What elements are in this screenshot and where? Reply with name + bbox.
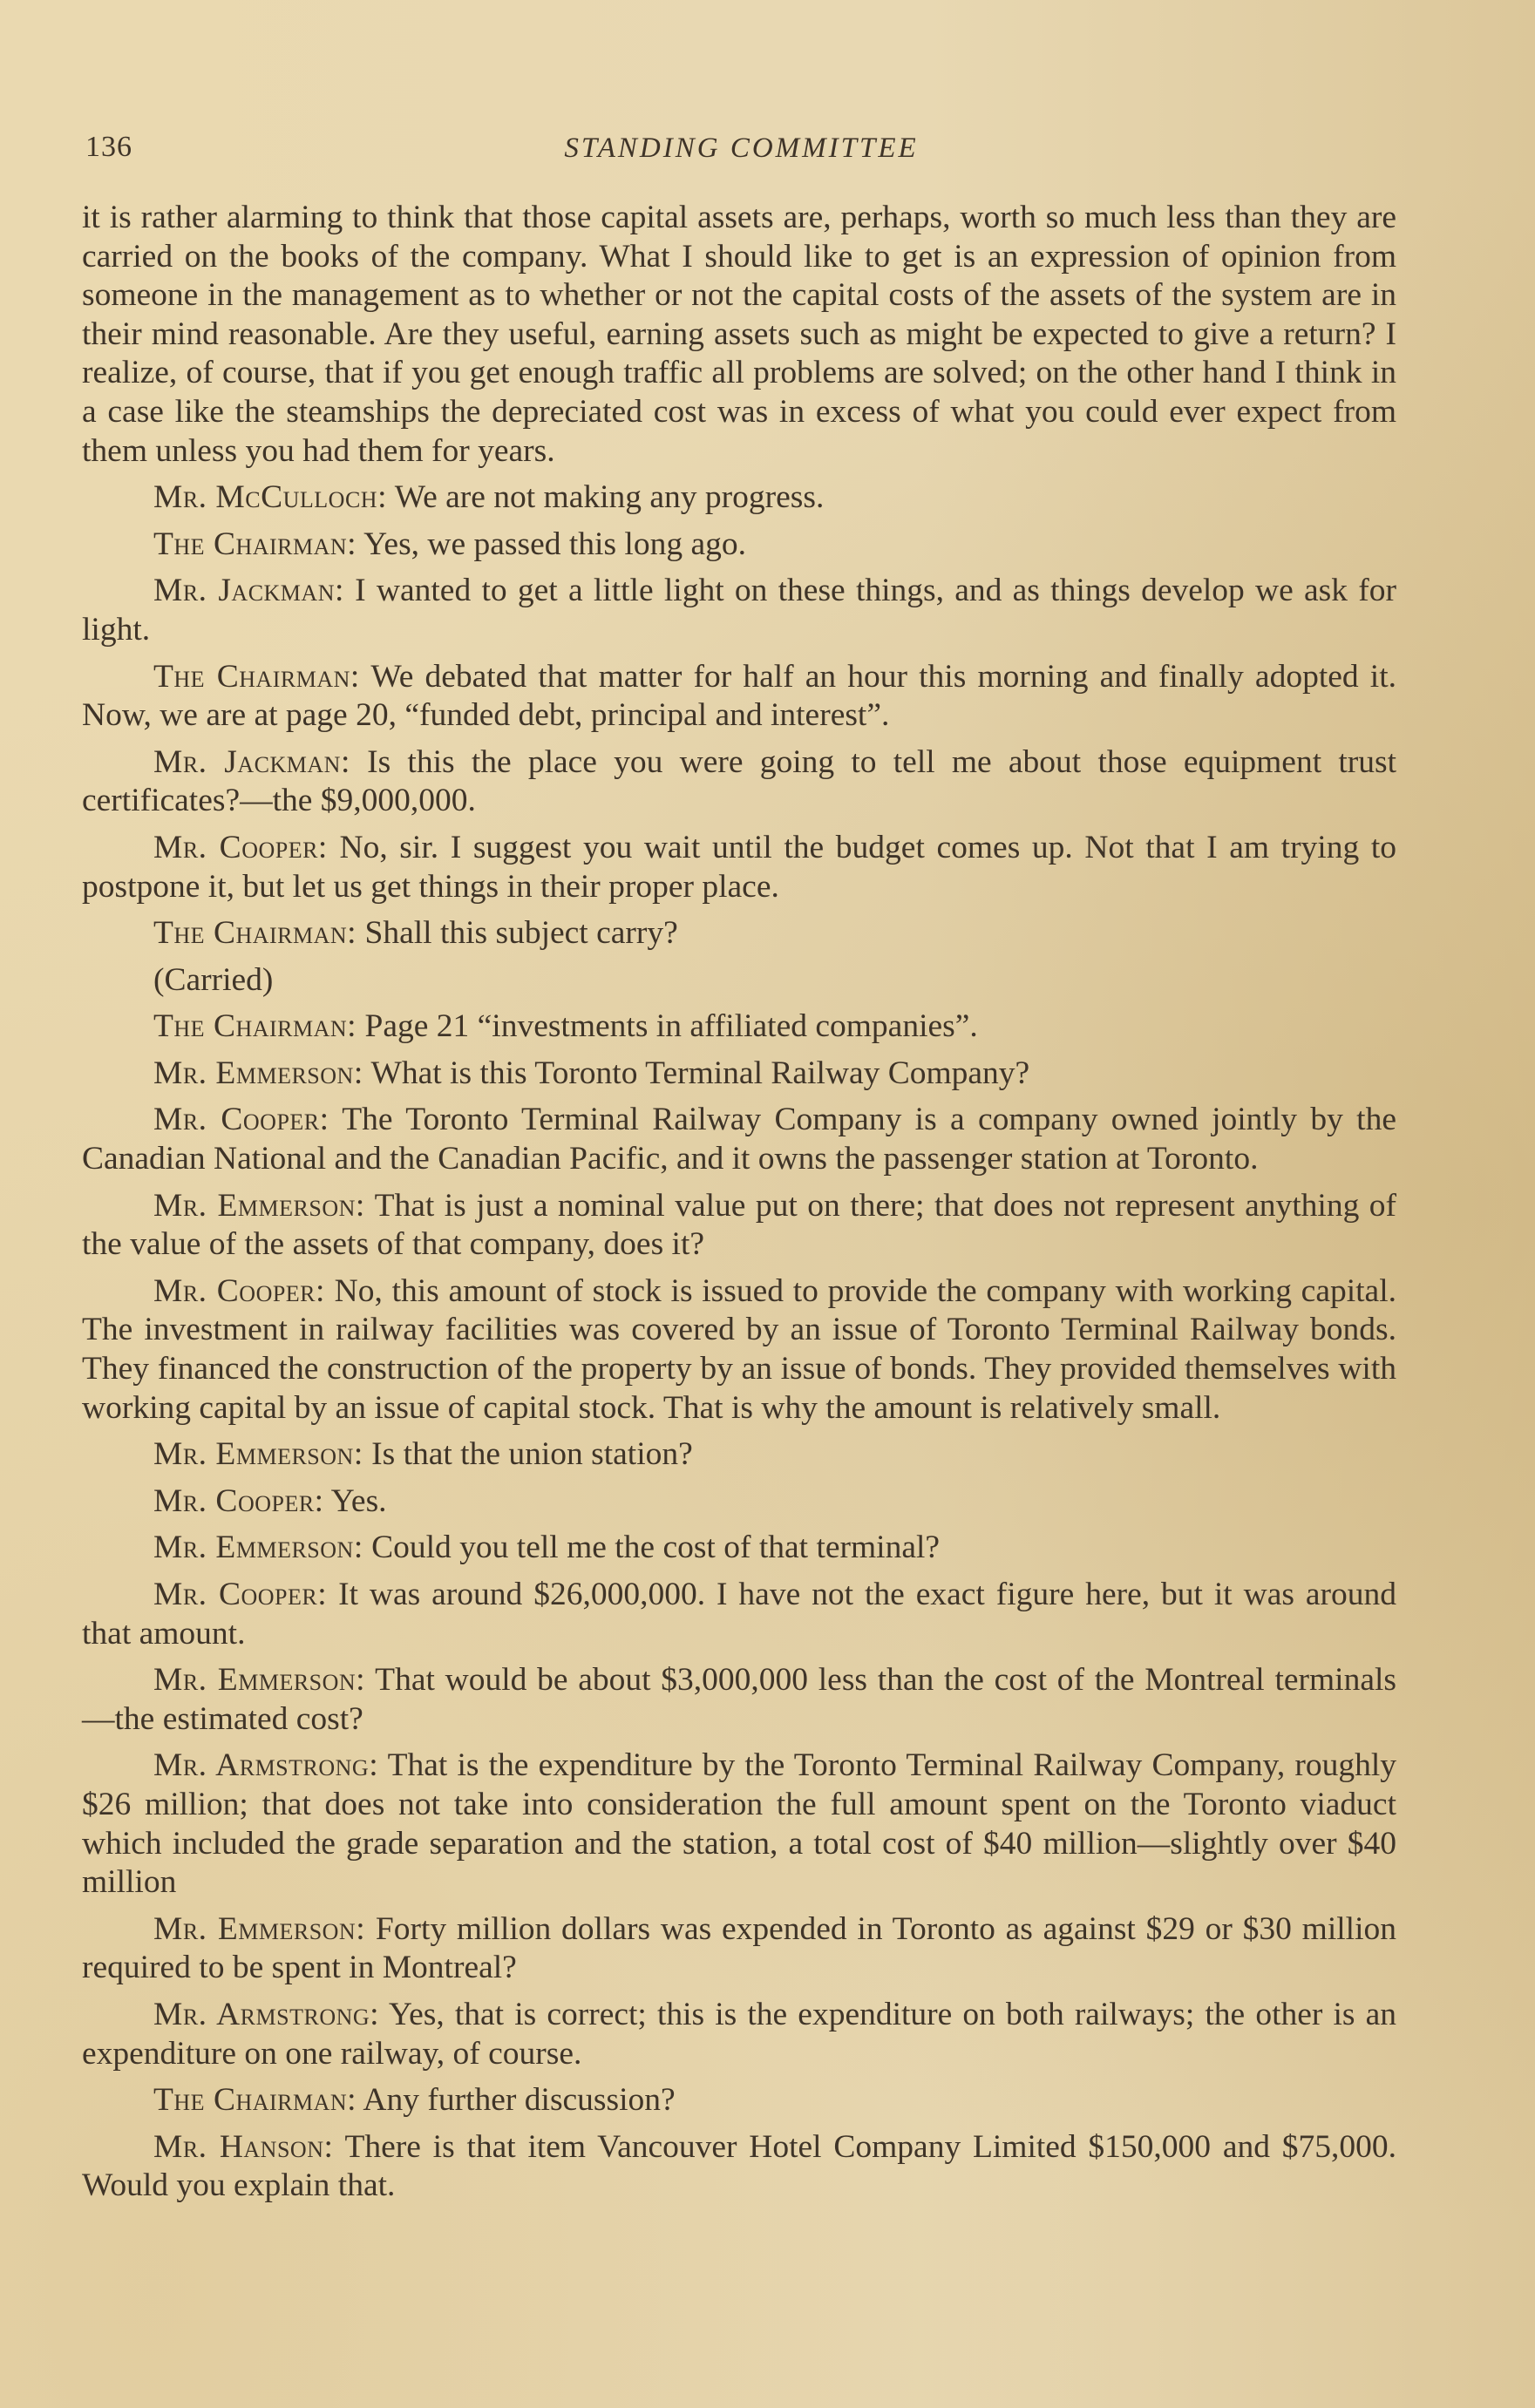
paragraph-text: Shall this subject carry? [364,915,678,952]
speaker-name: Mr. Cooper: [153,829,328,865]
paragraph [82,1101,1396,1178]
body-text [82,199,1396,2214]
paragraph-text: That is just a nominal value put on there; that does not represent anything of the value of the assets of that company, does it? [82,1187,1396,1263]
speaker-name: Mr. Emmerson: [153,1662,366,1699]
paragraph [82,1576,1396,1653]
paragraph [82,2128,1396,2206]
paragraph-text: That is the expenditure by the Toronto Terminal Railway Company, roughly $26 million; that does not take into consideration the full amount spent on the Toronto viaduct which included the grade separation and the station, a total cost of $40 million—slightly over $40 million [82,1747,1397,1901]
paragraph-text: it is rather alarming to think that those capital assets are, perhaps, worth so much less than they are carried on the books of the company. What I should like to get is an expression of opinion from someone in the management as to whether or not the capital costs of the assets of the system are in their mind reasonable. Are they useful, earning assets such as might be expected to give a return? I realize, of course, that if you get enough traffic all problems are solved; on the other hand I think in a case like the steamships the depreciated cost was in excess of what you could ever expect from them unless you had them for years. [82,200,1396,469]
paragraph-text: Page 21 “investments in affiliated companies”. [364,1008,978,1045]
paragraph-text: Yes, that is correct; this is the expenditure on both railways; the other is an expenditure on one railway, of course. [82,1996,1397,2072]
speaker-name: Mr. Emmerson: [153,1530,363,1566]
paragraph [82,572,1396,649]
page-number: 136 [85,131,132,163]
paragraph [82,1007,1396,1047]
paragraph-text: It was around $26,000,000. I have not the exact figure here, but it was around that amount. [82,1577,1397,1652]
paragraph-text: That would be about $3,000,000 less than the cost of the Montreal terminals—the estimated cost? [82,1662,1396,1737]
paragraph-text: No, sir. I suggest you wait until the budget comes up. Not that I am trying to postpone it, but let us get things in their proper place. [82,829,1397,905]
speaker-name: Mr. Emmerson: [153,1055,363,1091]
paragraph-text: Is this the place you were going to tell me about those equipment trust certificates?—the $9,000,000. [82,743,1397,819]
speaker-name: Mr. McCulloch: [153,479,387,516]
paragraph-text: Could you tell me the cost of that terminal? [371,1530,941,1566]
paragraph [82,1996,1396,2073]
speaker-name: The Chairman: [153,2082,357,2119]
paragraph [82,1529,1396,1568]
speaker-name: Mr. Emmerson: [153,1187,365,1224]
page-header [85,131,1397,174]
paragraph-text: No, this amount of stock is issued to provide the company with working capital. The investment in railway facilities was covered by an issue of Toronto Terminal Railway bonds. They financed the construction of the property by an issue of bonds. They provided themselves with working capital by an issue of capital stock. That is why the amount is relatively small. [82,1272,1396,1426]
speaker-name: Mr. Cooper: [153,1272,325,1309]
speaker-name: The Chairman: [153,658,360,695]
paragraph-text: There is that item Vancouver Hotel Company Limited $150,000 and $75,000. Would you explain that. [82,2128,1396,2204]
speaker-name: Mr. Armstrong: [153,1747,379,1784]
paragraph [82,1055,1396,1094]
paragraph [82,1435,1396,1475]
paragraph [82,1187,1396,1265]
paragraph [82,478,1396,518]
speaker-name: Mr. Emmerson: [153,1910,366,1947]
paragraph [82,1272,1396,1428]
paragraph [82,526,1396,565]
paragraph-text: Yes. [330,1482,387,1519]
paragraph-text: Yes, we passed this long ago. [363,526,746,562]
speaker-name: Mr. Cooper: [153,1577,328,1612]
speaker-name: The Chairman: [153,915,357,952]
speaker-name: Mr. Jackman: [153,743,350,780]
paragraph-text: The Toronto Terminal Railway Company is a company owned jointly by the Canadian National and the Canadian Pacific, and it owns the passenger station at Toronto. [82,1102,1396,1177]
speaker-name: Mr. Jackman: [153,573,344,609]
paragraph-text: Any further discussion? [363,2082,676,2119]
paragraph [82,914,1396,953]
speaker-name: The Chairman: [153,526,357,562]
paragraph [82,1910,1396,1988]
paragraph [82,1661,1396,1739]
speaker-name: Mr. Cooper: [153,1482,324,1519]
paragraph-text: What is this Toronto Terminal Railway Company? [370,1055,1030,1091]
paragraph [82,658,1396,736]
paragraph-text: (Carried) [153,961,274,998]
speaker-name: The Chairman: [153,1008,357,1045]
paragraph [82,743,1396,821]
paragraph-text: I wanted to get a little light on these things, and as things develop we ask for light. [82,573,1397,648]
paragraph [82,1747,1396,1902]
speaker-name: Mr. Hanson: [153,2128,334,2165]
speaker-name: Mr. Emmerson: [153,1436,363,1473]
running-head: STANDING COMMITTEE [564,132,919,164]
paragraph-text: Is that the union station? [371,1436,693,1473]
speaker-name: Mr. Cooper: [153,1102,329,1138]
paragraph [82,199,1396,471]
paragraph-text: We debated that matter for half an hour this morning and finally adopted it. Now, we are at page 20, “funded debt, principal and interest”. [82,658,1396,734]
paragraph-text: We are not making any progress. [394,479,825,516]
paragraph [82,829,1396,906]
paragraph [82,2081,1396,2120]
speaker-name: Mr. Armstrong: [153,1996,380,2032]
paragraph-text: Forty million dollars was expended in Toronto as against $29 or $30 million required to be spent in Montreal? [82,1910,1397,1986]
paragraph [82,1482,1396,1522]
paragraph [82,961,1396,1001]
